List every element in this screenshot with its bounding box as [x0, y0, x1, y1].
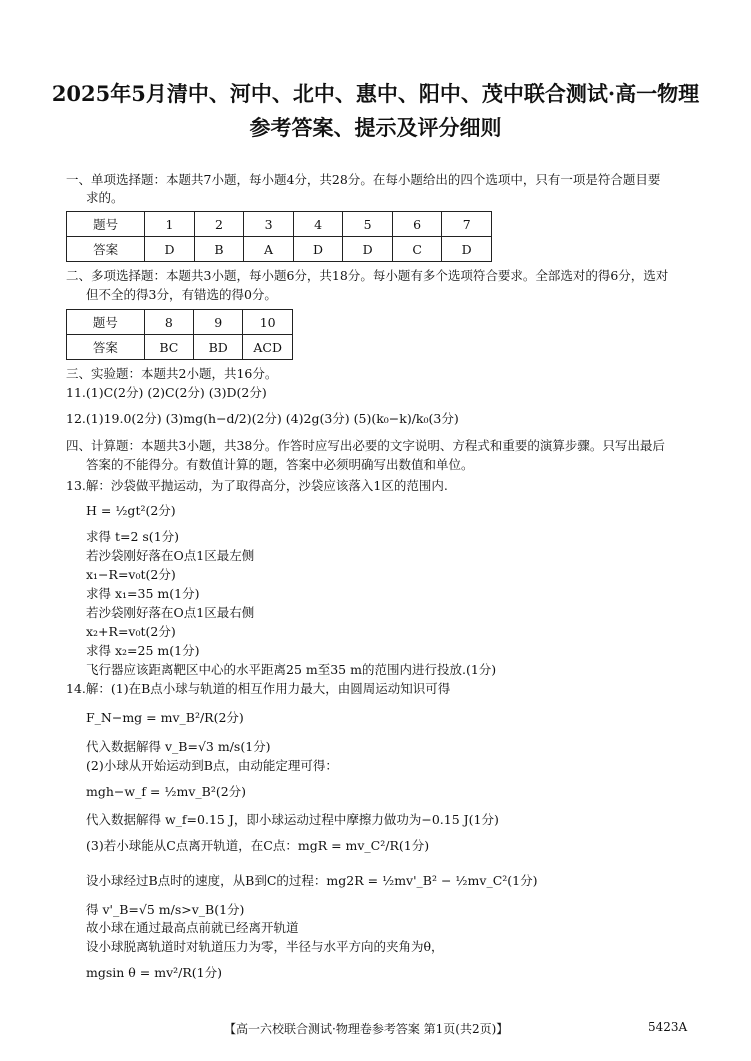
q13-line: 若沙袋刚好落在O点1区最左侧 [86, 548, 255, 563]
table-header-cell: 答案 [67, 335, 145, 360]
q14-line: 得 v'_B=√5 m/s>v_B(1分) [86, 902, 245, 917]
q14-line: 代入数据解得 w_f=0.15 J，即小球运动过程中摩擦力做功为−0.15 J(1分) [86, 812, 499, 827]
section2-answer-table [66, 309, 293, 360]
table-cell: 6 [392, 212, 442, 237]
table-header-cell: 答案 [67, 237, 145, 262]
table-cell: 3 [244, 212, 294, 237]
table-cell: BD [194, 335, 243, 360]
q14-line: 设小球脱离轨道时对轨道压力为零，半径与水平方向的夹角为θ， [86, 939, 444, 954]
table-row [67, 335, 293, 360]
table-cell: C [392, 237, 442, 262]
q14-line: mgsin θ = mv²/R(1分) [86, 965, 222, 980]
section1-heading-cont: 求的。 [86, 190, 124, 205]
answer-q11: 11.(1)C(2分) (2)C(2分) (3)D(2分) [66, 385, 267, 400]
footer-doc-code: 5423A [648, 1020, 688, 1034]
q13-line: 若沙袋刚好落在O点1区最右侧 [86, 605, 255, 620]
q14-line: mgh−w_f = ½mv_B²(2分) [86, 784, 247, 799]
table-cell: ACD [243, 335, 293, 360]
table-cell: D [442, 237, 492, 262]
q14-line: 代入数据解得 v_B=√3 m/s(1分) [86, 739, 271, 754]
q13-line: x₂+R=v₀t(2分) [86, 624, 176, 639]
section2-heading: 二、多项选择题：本题共3小题，每小题6分，共18分。每小题有多个选项符合要求。全部选对的得6分，选对 [66, 268, 669, 283]
document-subtitle: 参考答案、提示及评分细则 [249, 115, 502, 140]
table-cell: A [244, 237, 294, 262]
table-cell: D [293, 237, 343, 262]
table-cell: 9 [194, 310, 243, 335]
document-title: 2025年5月清中、河中、北中、惠中、阳中、茂中联合测试·高一物理 [51, 81, 700, 106]
q14-line: (3)若小球能从C点离开轨道，在C点：mgR = mv_C²/R(1分) [86, 838, 430, 853]
q14-line: 设小球经过B点时的速度，从B到C的过程：mg2R = ½mv'_B² − ½mv_C²(1分) [86, 873, 538, 888]
q13-line: 求得 x₂=25 m(1分) [86, 643, 200, 658]
table-cell: D [343, 237, 393, 262]
table-row [67, 310, 293, 335]
table-cell: 8 [144, 310, 193, 335]
section2-heading-cont: 但不全的得3分，有错选的得0分。 [86, 287, 277, 302]
q14-line: F_N−mg = mv_B²/R(2分) [86, 710, 244, 725]
q13-line: 13.解：沙袋做平抛运动，为了取得高分，沙袋应该落入1区的范围内. [66, 478, 448, 493]
q14-line: 故小球在通过最高点前就已经离开轨道 [86, 920, 299, 935]
table-cell: 2 [194, 212, 244, 237]
table-header-cell: 题号 [67, 310, 145, 335]
table-row [67, 212, 492, 237]
table-header-cell: 题号 [67, 212, 145, 237]
table-cell: 7 [442, 212, 492, 237]
q13-line: H = ½gt²(2分) [86, 503, 176, 518]
table-cell: 1 [145, 212, 195, 237]
answer-q12: 12.(1)19.0(2分) (3)mg(h−d/2)(2分) (4)2g(3分) (5)(k₀−k)/k₀(3分) [66, 411, 459, 426]
q13-line: 求得 t=2 s(1分) [86, 529, 180, 544]
section3-heading: 三、实验题：本题共2小题，共16分。 [66, 366, 278, 381]
table-cell: 10 [243, 310, 293, 335]
section1-heading: 一、单项选择题：本题共7小题，每小题4分，共28分。在每小题给出的四个选项中，只有一项是符合题目要 [66, 172, 661, 187]
q14-line: 14.解：(1)在B点小球与轨道的相互作用力最大，由圆周运动知识可得 [66, 681, 451, 696]
table-row [67, 237, 492, 262]
section1-answer-table [66, 211, 492, 262]
q13-line: x₁−R=v₀t(2分) [86, 567, 176, 582]
table-cell: 5 [343, 212, 393, 237]
table-cell: D [145, 237, 195, 262]
q13-line: 飞行器应该距离靶区中心的水平距离25 m至35 m的范围内进行投放.(1分) [86, 662, 497, 677]
q14-line: (2)小球从开始运动到B点，由动能定理可得： [86, 758, 338, 773]
q13-line: 求得 x₁=35 m(1分) [86, 586, 200, 601]
section4-heading-cont: 答案的不能得分。有数值计算的题，答案中必须明确写出数值和单位。 [86, 457, 474, 472]
table-cell: 4 [293, 212, 343, 237]
table-cell: BC [144, 335, 193, 360]
table-cell: B [194, 237, 244, 262]
footer-page-info: 【高一六校联合测试·物理卷参考答案 第1页(共2页)】 [224, 1022, 509, 1036]
section4-heading: 四、计算题：本题共3小题，共38分。作答时应写出必要的文字说明、方程式和重要的演算步骤。只写出最后 [66, 438, 665, 453]
